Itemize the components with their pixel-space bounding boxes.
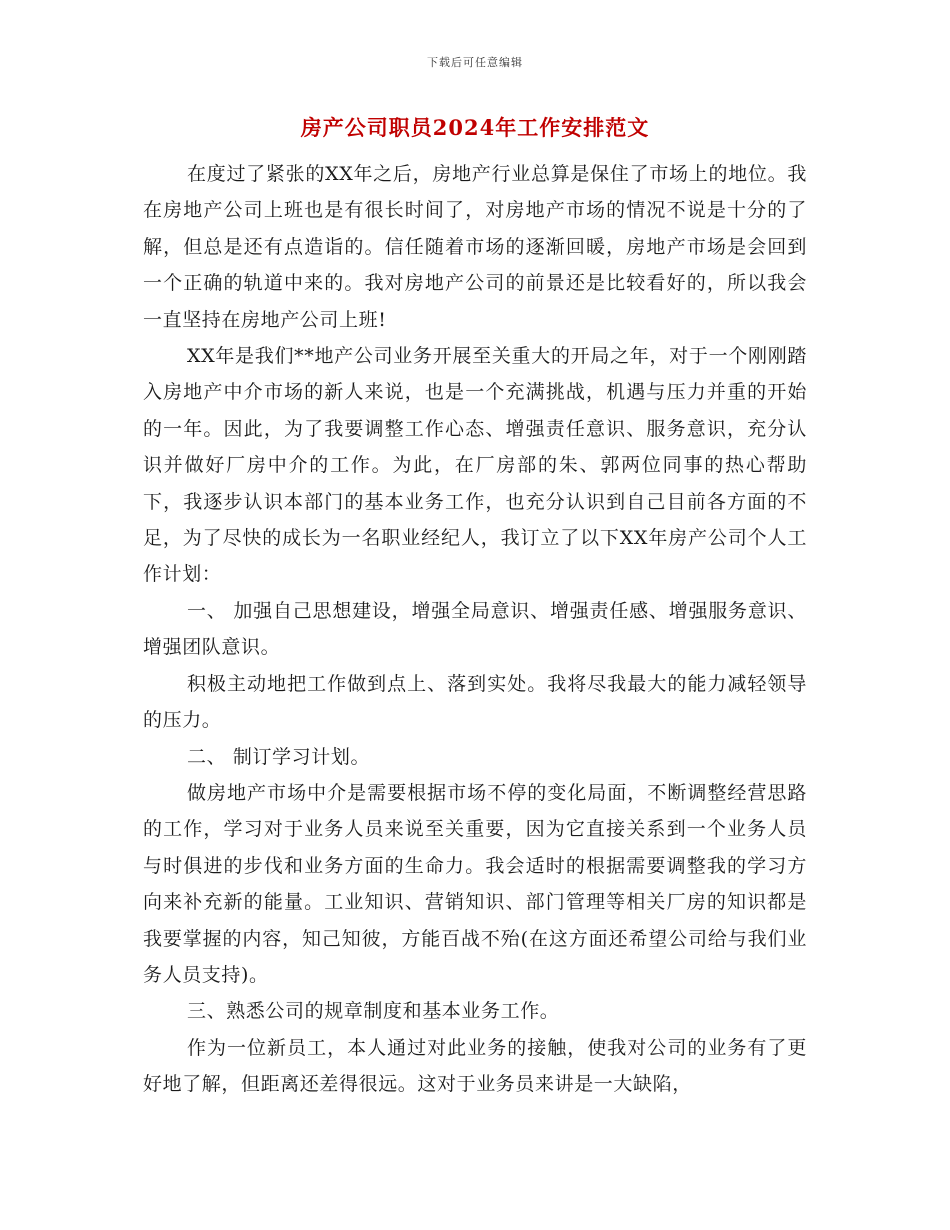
paragraph-item-three: 三、熟悉公司的规章制度和基本业务工作。 (187, 1000, 560, 1023)
paragraph-plan-overview: XX年是我们**地产公司业务开展至关重大的开局之年，对于一个刚刚踏入房地产中介市场的新人来说，也是一个充满挑战，机遇与压力并重的开始的一年。因此，为了我要调整工作心态、增强责任意识、服务意识，充分认识并做好厂房中介的工作。为此，在厂房部的朱、郭两位同事的热心帮助下，我逐步认识本部门的基本业务工作，也充分认识到自己目前各方面的不足，为了尽快的成长为一名职业经纪人，我订立了以下XX年房产公司个人工作计划： (143, 345, 807, 586)
paragraph-item-one-detail: 积极主动地把工作做到点上、落到实处。我将尽我最大的能力减轻领导的压力。 (143, 672, 807, 732)
document-body (143, 156, 807, 1103)
page-header-note: 下载后可任意编辑 (427, 56, 523, 69)
paragraph-item-one: 一、 加强自己思想建设，增强全局意识、增强责任感、增强服务意识、增强团队意识。 (143, 599, 807, 659)
paragraph-item-three-detail: 作为一位新员工，本人通过对此业务的接触，使我对公司的业务有了更好地了解，但距离还差得很远。这对于业务员来讲是一大缺陷， (143, 1036, 807, 1096)
document-title: 房产公司职员2024年工作安排范文 (300, 115, 650, 140)
paragraph-item-two-detail: 做房地产市场中介是需要根据市场不停的变化局面，不断调整经营思路的工作，学习对于业务人员来说至关重要，因为它直接关系到一个业务人员与时俱进的步伐和业务方面的生命力。我会适时的根据需要调整我的学习方向来补充新的能量。工业知识、营销知识、部门管理等相关厂房的知识都是我要掌握的内容，知己知彼，方能百战不殆(在这方面还希望公司给与我们业务人员支持)。 (143, 781, 807, 986)
paragraph-item-two: 二、 制订学习计划。 (187, 745, 371, 768)
paragraph-intro: 在度过了紧张的XX年之后，房地产行业总算是保住了市场上的地位。我在房地产公司上班也是有很长时间了，对房地产市场的情况不说是十分的了解，但总是还有点造诣的。信任随着市场的逐渐回暖，房地产市场是会回到一个正确的轨道中来的。我对房地产公司的前景还是比较看好的，所以我会一直坚持在房地产公司上班! (143, 163, 807, 331)
